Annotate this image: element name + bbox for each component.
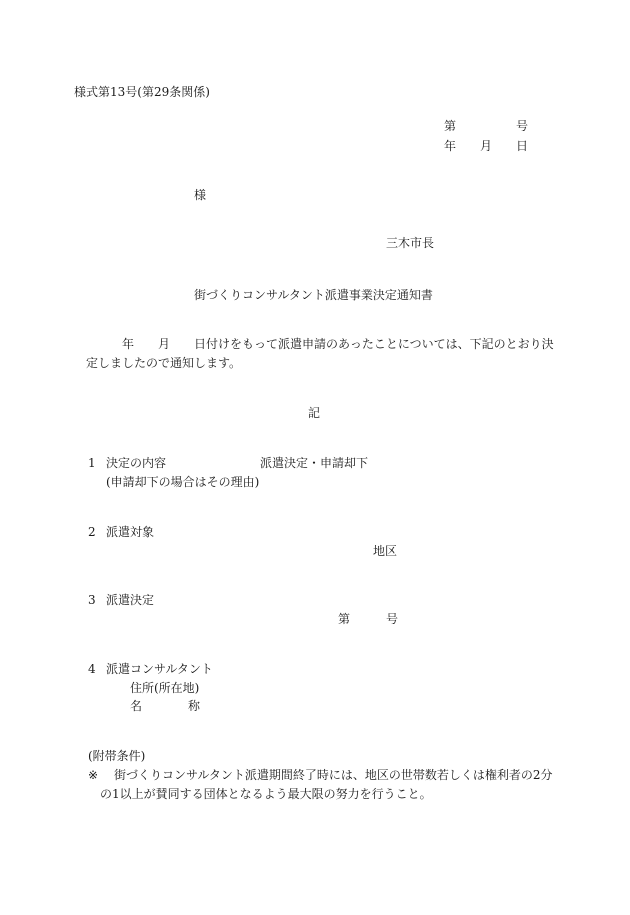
item2-label: 派遣対象 — [106, 525, 155, 539]
item3-label: 派遣決定 — [106, 593, 155, 607]
issuer: 三木市長 — [386, 236, 435, 250]
doc-number-dai: 第 — [444, 119, 457, 133]
item3-go: 号 — [386, 612, 399, 626]
body-year: 年 — [122, 337, 135, 351]
conditions-line2: の1以上が賛同する団体となるよう最大限の努力を行うこと。 — [100, 787, 432, 801]
item4-name-char1: 名 — [130, 699, 143, 713]
item1-number: 1 — [88, 456, 96, 470]
item4-label: 派遣コンサルタント — [106, 662, 213, 676]
doc-number-go: 号 — [516, 119, 529, 133]
item1-value: 派遣決定・申請却下 — [260, 456, 369, 470]
item3-number: 3 — [88, 593, 96, 607]
item2-value: 地区 — [373, 544, 398, 558]
date-month: 月 — [480, 139, 493, 153]
conditions-line1: 街づくりコンサルタント派遣期間終了時には、地区の世帯数若しくは権利者の2分 — [114, 768, 553, 782]
document-title: 街づくりコンサルタント派遣事業決定通知書 — [194, 288, 433, 302]
body-line1: 日付けをもって派遣申請のあったことについては、下記のとおり決 — [194, 337, 554, 351]
conditions-heading: (附帯条件) — [88, 749, 146, 763]
item2-number: 2 — [88, 525, 96, 539]
form-label: 様式第13号(第29条関係) — [74, 85, 210, 99]
item4-name-char2: 称 — [188, 699, 201, 713]
addressee-honorific: 様 — [194, 188, 207, 202]
item1-note: (申請却下の場合はその理由) — [106, 475, 260, 489]
date-year: 年 — [444, 139, 457, 153]
date-day: 日 — [516, 139, 529, 153]
body-month: 月 — [158, 337, 171, 351]
conditions-mark: ※ — [88, 768, 99, 782]
item4-number: 4 — [88, 662, 96, 676]
item4-address-label: 住所(所在地) — [130, 681, 200, 695]
body-line2: 定しましたので通知します。 — [86, 356, 242, 370]
item3-dai: 第 — [338, 612, 351, 626]
item1-label: 決定の内容 — [106, 456, 167, 470]
ki-heading: 記 — [308, 406, 321, 420]
